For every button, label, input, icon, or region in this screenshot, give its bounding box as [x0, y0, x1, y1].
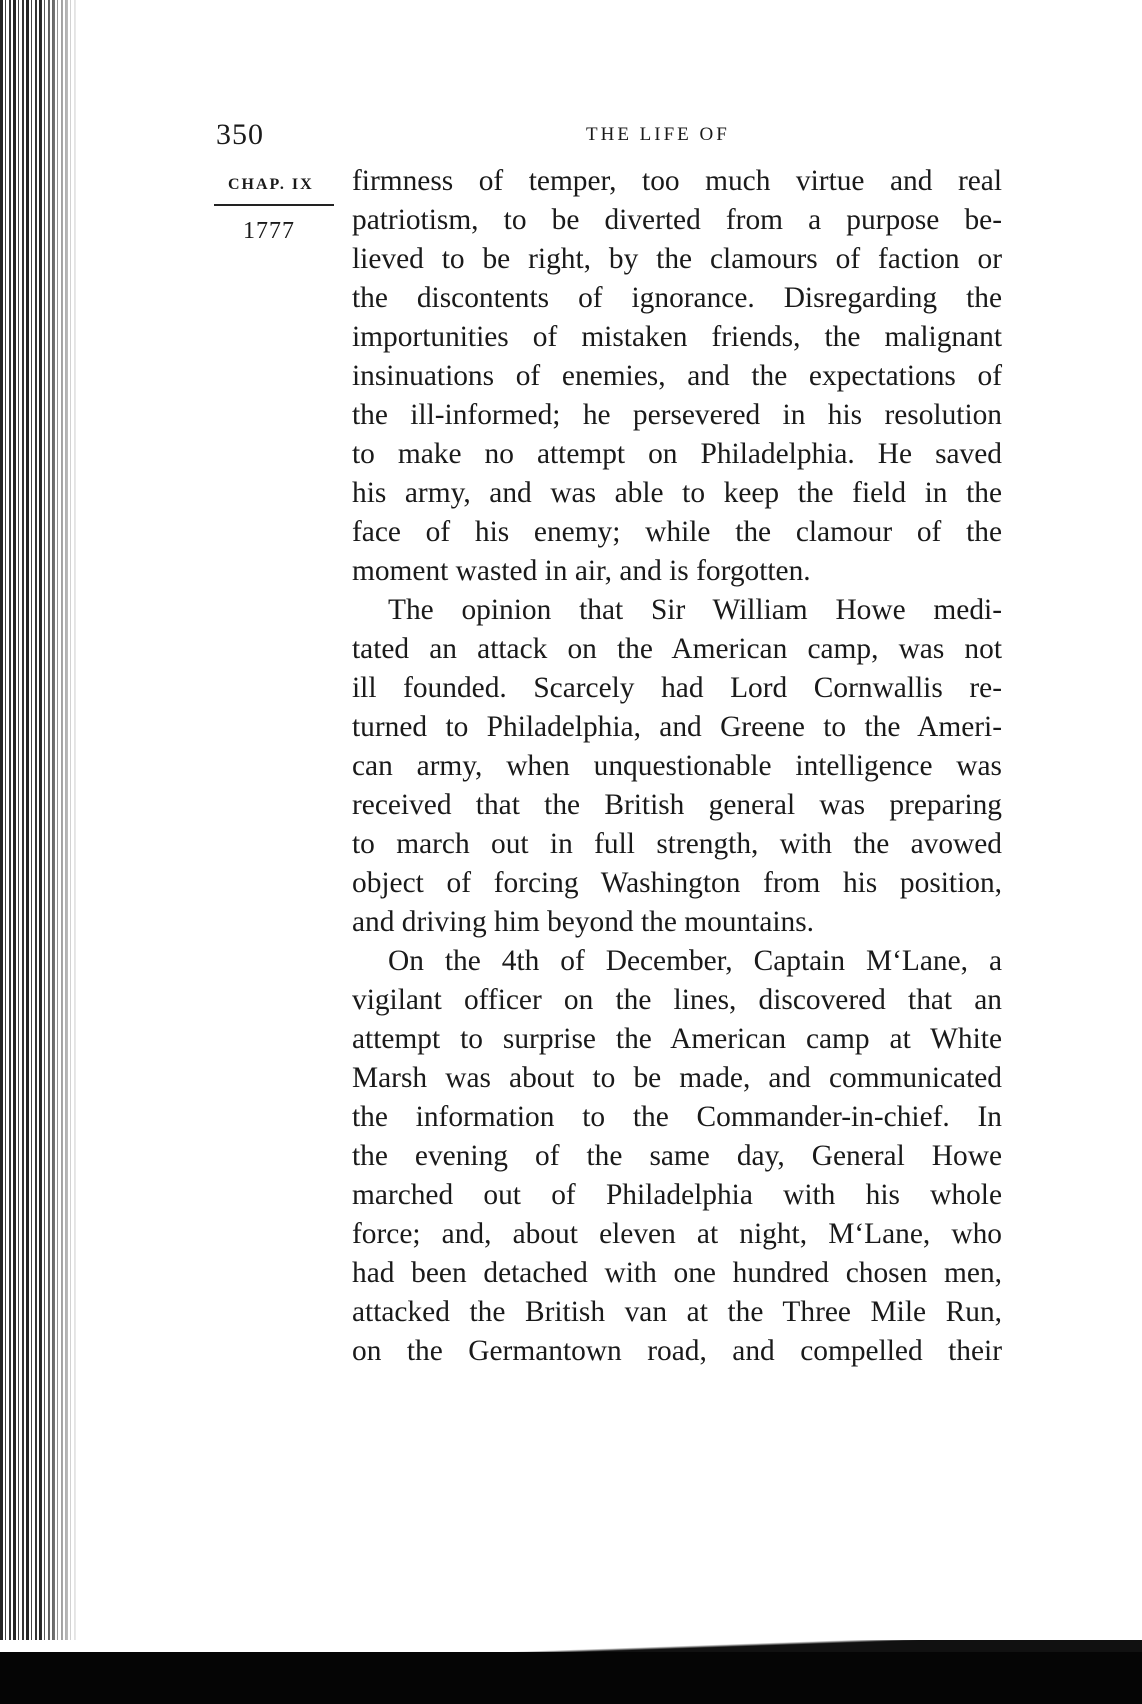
- text-line: and driving him beyond the mountains.: [352, 906, 815, 938]
- text-line: moment wasted in air, and is forgotten.: [352, 555, 811, 587]
- text-line: attacked the British van at the Three Mile Run,: [352, 1296, 1002, 1328]
- text-line: his army, and was able to keep the field in the: [352, 477, 1002, 509]
- margin-year: 1777: [243, 218, 295, 244]
- text-line: face of his enemy; while the clamour of the: [352, 516, 1002, 548]
- text-line: On the 4th of December, Captain M‘Lane, a: [388, 945, 1002, 977]
- text-line: lieved to be right, by the clamours of faction or: [352, 243, 1002, 275]
- text-line: on the Germantown road, and compelled their: [352, 1335, 1002, 1367]
- text-line: to make no attempt on Philadelphia. He saved: [352, 438, 1002, 470]
- paragraph: [352, 942, 1002, 1371]
- paragraph: [352, 162, 1002, 591]
- margin-chapter-label: CHAP. IX: [228, 176, 314, 193]
- text-line: firmness of temper, too much virtue and real: [352, 165, 1002, 197]
- text-line: the evening of the same day, General Howe: [352, 1140, 1002, 1172]
- text-line: object of forcing Washington from his position,: [352, 867, 1002, 899]
- body-text: [352, 162, 1002, 1371]
- text-line: received that the British general was preparing: [352, 789, 1002, 821]
- text-line: The opinion that Sir William Howe medi-: [388, 594, 1002, 626]
- text-line: had been detached with one hundred chosen men,: [352, 1257, 1002, 1289]
- running-head: THE LIFE OF: [586, 124, 730, 145]
- paragraph: [352, 591, 1002, 942]
- text-line: vigilant officer on the lines, discovered that an: [352, 984, 1002, 1016]
- text-line: force; and, about eleven at night, M‘Lane, who: [352, 1218, 1002, 1250]
- text-line: the information to the Commander-in-chief. In: [352, 1101, 1002, 1133]
- text-line: the discontents of ignorance. Disregarding the: [352, 282, 1002, 314]
- text-line: patriotism, to be diverted from a purpose be-: [352, 204, 1002, 236]
- text-line: tated an attack on the American camp, was not: [352, 633, 1002, 665]
- scan-binding-fade: [40, 0, 80, 1704]
- margin-rule: [214, 204, 334, 206]
- text-line: can army, when unquestionable intelligence was: [352, 750, 1002, 782]
- text-line: ill founded. Scarcely had Lord Cornwallis re-: [352, 672, 1002, 704]
- text-line: the ill-informed; he persevered in his resolution: [352, 399, 1002, 431]
- text-line: to march out in full strength, with the avowed: [352, 828, 1002, 860]
- text-line: turned to Philadelphia, and Greene to the Ameri-: [352, 711, 1002, 743]
- page-number: 350: [216, 118, 264, 151]
- text-line: Marsh was about to be made, and communicated: [352, 1062, 1002, 1094]
- text-line: attempt to surprise the American camp at White: [352, 1023, 1002, 1055]
- text-line: insinuations of enemies, and the expectations of: [352, 360, 1002, 392]
- text-line: importunities of mistaken friends, the malignant: [352, 321, 1002, 353]
- scan-bottom-edge: [0, 1652, 1142, 1704]
- text-line: marched out of Philadelphia with his whole: [352, 1179, 1002, 1211]
